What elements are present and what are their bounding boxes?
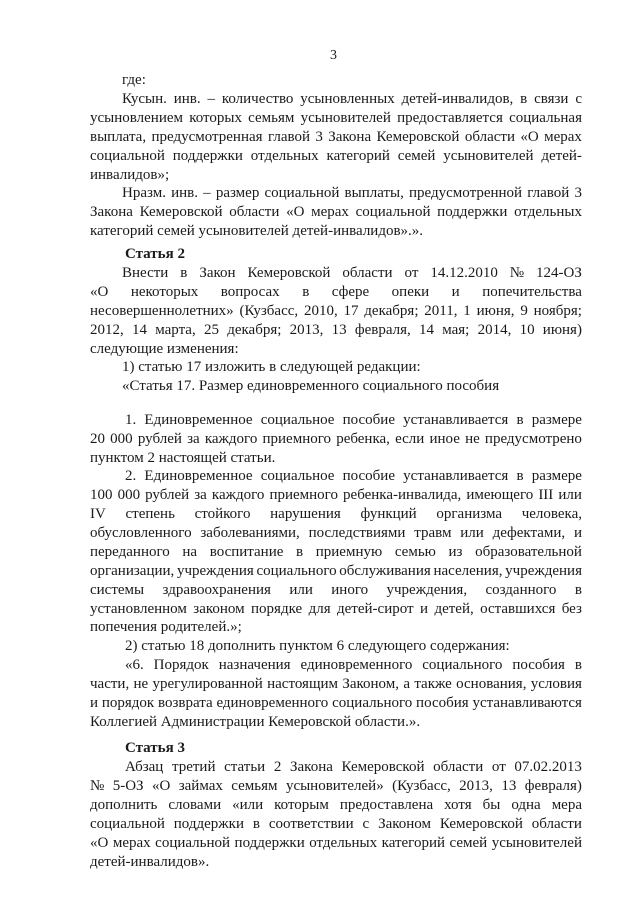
text-line: детей-инвалидов». bbox=[90, 854, 210, 870]
text-line: «О мерах социальной поддержки отдельных категорий семей усыновителей bbox=[90, 835, 582, 851]
text-line: переданного на воспитание в приемную семью из образовательной bbox=[90, 544, 582, 560]
text-line: социальной поддержки в соответствии с Законом Кемеровской области bbox=[90, 816, 582, 832]
text-line: социальной поддержки отдельных категорий семей усыновителей детей- bbox=[90, 148, 582, 164]
text-line: Кусын. инв. – количество усыновленных детей-инвалидов, в связи с bbox=[122, 91, 582, 107]
text-line: 2) статью 18 дополнить пунктом 6 следующего содержания: bbox=[125, 638, 510, 654]
text-line: организации, учреждения социального обслуживания населения, учреждения bbox=[90, 563, 582, 579]
text-line: усыновлением которых семьям усыновителей предоставляется социальная bbox=[90, 110, 582, 126]
text-line: выплата, предусмотренная главой 3 Закона Кемеровской области «О мерах bbox=[90, 129, 582, 145]
text-line: попечения родителей.»; bbox=[90, 619, 242, 635]
text-line: инвалидов»; bbox=[90, 167, 170, 183]
page-number: 3 bbox=[330, 48, 337, 63]
text-line: № 5-ОЗ «О займах семьям усыновителей» (Кузбасс, 2013, 13 февраля) bbox=[90, 778, 582, 794]
text-line: где: bbox=[122, 72, 146, 88]
text-line: дополнить словами «или которым предоставлена хотя бы одна мера bbox=[90, 797, 582, 813]
text-line: 1) статью 17 изложить в следующей редакции: bbox=[122, 359, 421, 375]
text-line: «О некоторых вопросах в сфере опеки и попечительства bbox=[90, 284, 582, 300]
text-line: Закона Кемеровской области «О мерах социальной поддержки отдельных bbox=[90, 204, 582, 220]
text-line: 1. Единовременное социальное пособие устанавливается в размере bbox=[125, 412, 582, 428]
text-line: следующие изменения: bbox=[90, 341, 239, 357]
text-line: категорий семей усыновителей детей-инвалидов».». bbox=[90, 223, 424, 239]
text-line: 2. Единовременное социальное пособие устанавливается в размере bbox=[125, 468, 582, 484]
text-line: пунктом 2 настоящей статьи. bbox=[90, 450, 276, 466]
text-line: Коллегией Администрации Кемеровской области.». bbox=[90, 714, 421, 730]
text-line: системы здравоохранения или иного учреждения, созданного в bbox=[90, 582, 582, 598]
text-line: Абзац третий статьи 2 Закона Кемеровской области от 07.02.2013 bbox=[125, 759, 582, 775]
text-line: Внести в Закон Кемеровской области от 14.12.2010 № 124-ОЗ bbox=[122, 265, 582, 281]
text-line: обусловленного заболеваниями, последствиями травм или дефектами, и bbox=[90, 525, 582, 541]
text-line: 100 000 рублей за каждого приемного ребенка-инвалида, имеющего III или bbox=[90, 487, 582, 503]
text-line: части, не урегулированной настоящим Законом, а также основания, условия bbox=[90, 676, 582, 692]
text-line: IV степень стойкого нарушения функций организма человека, bbox=[90, 506, 582, 522]
text-line: 20 000 рублей за каждого приемного ребенка, если иное не предусмотрено bbox=[90, 431, 582, 447]
text-line: установленном законом порядке для детей-сирот и детей, оставшихся без bbox=[90, 601, 582, 617]
text-line: «6. Порядок назначения единовременного социального пособия в bbox=[125, 657, 582, 673]
text-line: «Статья 17. Размер единовременного социального пособия bbox=[122, 378, 500, 394]
text-line: 2012, 14 марта, 25 декабря; 2013, 13 февраля, 14 мая; 2014, 10 июня) bbox=[90, 322, 582, 338]
text-line: и порядок возврата единовременного социального пособия устанавливаются bbox=[90, 695, 582, 711]
article-heading: Статья 3 bbox=[125, 740, 185, 756]
text-line: Нразм. инв. – размер социальной выплаты, предусмотренной главой 3 bbox=[122, 185, 582, 201]
text-line: несовершеннолетних» (Кузбасс, 2010, 17 декабря; 2011, 1 июня, 9 ноября; bbox=[90, 303, 582, 319]
article-heading: Статья 2 bbox=[125, 246, 185, 262]
